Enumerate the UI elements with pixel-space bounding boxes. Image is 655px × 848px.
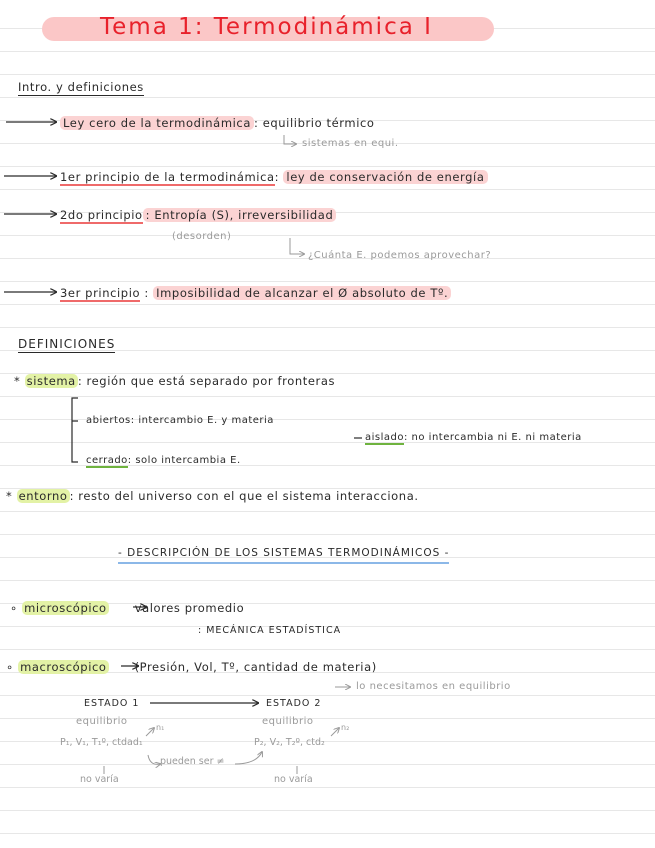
bracket-sistema bbox=[72, 398, 78, 462]
ley-cero-desc: : equilibrio térmico bbox=[253, 116, 375, 130]
microscopico-desc: valores promedio bbox=[134, 601, 245, 615]
macroscopico-note: lo necesitamos en equilibrio bbox=[356, 681, 511, 692]
no-varia1-label: no varía bbox=[80, 774, 119, 785]
cerrado-desc: : solo intercambia E. bbox=[127, 455, 241, 466]
estado1-label: ESTADO 1 bbox=[84, 698, 140, 709]
aislado-desc: : no intercambia ni E. ni materia bbox=[404, 432, 582, 443]
curve-pueden bbox=[148, 755, 160, 764]
equilibrio1-label: equilibrio bbox=[76, 716, 128, 727]
bullet-circle-icon: ∘ bbox=[10, 601, 23, 615]
page-title: Tema 1: Termodinámica I bbox=[100, 14, 433, 40]
vars1-label: P₁, V₁, T₁º, ctdad₁ bbox=[60, 737, 143, 748]
1er-principio-desc: ley de conservación de energía bbox=[283, 170, 487, 184]
macroscopico-label: macroscópico bbox=[20, 660, 107, 674]
2do-principio-disorder: (desorden) bbox=[172, 231, 232, 242]
cerrado-line bbox=[86, 455, 241, 466]
bullet-star-icon: * bbox=[6, 489, 17, 503]
1er-principio-name: 1er principio de la termodinámica bbox=[60, 170, 275, 184]
3er-principio-colon: : bbox=[140, 286, 154, 300]
entorno-line bbox=[6, 489, 419, 503]
3er-principio-line bbox=[60, 286, 451, 300]
ley-cero-note: sistemas en equi. bbox=[302, 138, 399, 149]
no-varia2-label: no varía bbox=[274, 774, 313, 785]
entorno-label: entorno bbox=[18, 489, 68, 503]
hook-arrow-2do-principio bbox=[290, 238, 304, 254]
macroscopico-desc: (Presión, Vol, Tº, cantidad de materia) bbox=[134, 660, 377, 674]
sistema-desc: : región que está separado por fronteras bbox=[77, 374, 336, 388]
intro-heading: Intro. y definiciones bbox=[18, 80, 144, 94]
descripcion-heading: - DESCRIPCIÓN DE LOS SISTEMAS TERMODINÁMICOS - bbox=[118, 547, 449, 564]
1er-principio-colon: : bbox=[274, 170, 284, 184]
ley-cero-name: Ley cero de la termodinámica bbox=[60, 116, 254, 130]
1er-principio-line bbox=[60, 170, 488, 184]
microscopico-label: microscópico bbox=[24, 601, 107, 615]
ley-cero-line bbox=[60, 116, 375, 130]
3er-principio-desc: Imposibilidad de alcanzar el Ø absoluto de Tº. bbox=[153, 286, 451, 300]
2do-principio-desc: : Entropía (S), irreversibilidad bbox=[143, 208, 337, 222]
aislado-label: aislado bbox=[365, 432, 404, 443]
2do-principio-name: 2do principio bbox=[60, 208, 143, 222]
estado2-label: ESTADO 2 bbox=[266, 698, 322, 709]
definiciones-heading: DEFINICIONES bbox=[18, 337, 116, 351]
3er-principio-name: 3er principio bbox=[60, 286, 141, 300]
aislado-line bbox=[365, 432, 582, 443]
arrow-n1 bbox=[146, 728, 154, 736]
microscopico-note: : MECÁNICA ESTADÍSTICA bbox=[198, 625, 342, 636]
n2-label: n₂ bbox=[341, 723, 350, 732]
curve-pueden-2 bbox=[235, 752, 262, 764]
entorno-desc: : resto del universo con el que el sistema interacciona. bbox=[69, 489, 419, 503]
macroscopico-line bbox=[6, 660, 377, 674]
bullet-star-icon: * bbox=[14, 374, 25, 388]
bullet-circle-icon: ∘ bbox=[6, 660, 19, 674]
hook-arrow-ley-cero bbox=[284, 135, 296, 144]
2do-principio-line bbox=[60, 208, 336, 222]
abiertos-text: abiertos: intercambio E. y materia bbox=[86, 415, 274, 426]
vars2-label: P₂, V₂, T₂º, ctd₂ bbox=[254, 737, 325, 748]
2do-principio-question: ¿Cuánta E. podemos aprovechar? bbox=[308, 250, 492, 261]
pueden-label: pueden ser ≠ bbox=[160, 756, 225, 767]
n1-label: n₁ bbox=[156, 723, 165, 732]
arrow-n2 bbox=[331, 728, 339, 736]
cerrado-label: cerrado bbox=[86, 455, 128, 466]
sistema-line bbox=[14, 374, 335, 388]
equilibrio2-label: equilibrio bbox=[262, 716, 314, 727]
microscopico-line bbox=[10, 601, 244, 615]
sistema-label: sistema bbox=[26, 374, 76, 388]
